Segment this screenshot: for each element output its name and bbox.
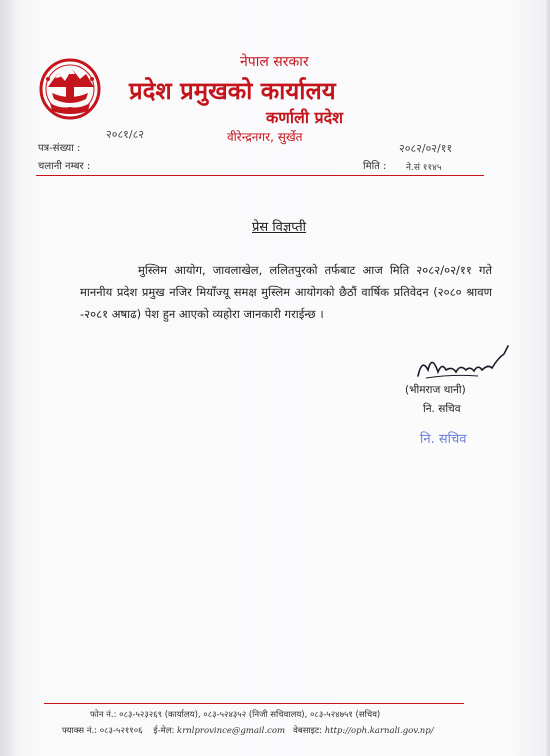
signatory-title: नि. सचिव [423, 403, 461, 415]
letter-date: २०८२/०२/११ [399, 142, 453, 155]
footer-divider [44, 703, 464, 704]
dispatch-number-label: चलानी नम्बर : [38, 161, 91, 172]
footer-phones: फोन नं.: ०८३-५२३२६९ (कार्यालय), ०८३-५२४३५२ (निजी सचिवालय), ०८३-५२४७५१ (सचिव) [90, 710, 381, 720]
date-label: मिति : [363, 161, 387, 172]
scan-shadow-right [544, 0, 550, 756]
government-name: नेपाल सरकार [240, 54, 309, 70]
footer-fax: फ्याक्स नं.: ०८३-५२११०६ [62, 726, 143, 736]
signatory-name: (भीमराज थानी) [405, 384, 466, 396]
notice-title: प्रेस विज्ञप्ती [252, 220, 307, 235]
footer-email: krnlprovince@gmail.com [177, 726, 286, 736]
office-address: वीरेन्द्रनगर, सुर्खेत [227, 130, 303, 144]
footer-website: http://oph.karnali.gov.np/ [324, 726, 434, 736]
office-name: प्रदेश प्रमुखको कार्यालय [129, 77, 336, 105]
designation-stamp: नि. सचिव [420, 432, 467, 447]
province-name: कर्णाली प्रदेश [266, 108, 344, 127]
notice-body [80, 259, 492, 325]
footer-website-label: वेबसाइट: [293, 726, 322, 736]
notice-body-text: मुस्लिम आयोग, जावलाखेल, ललितपुरको तर्फबाट आज मिति २०८२/०२/११ गते माननीय प्रदेश प्रमुख नजिर मियाँज्यू समक्ष मुस्लिम आयोगको छैठौं वार्षिक प्रतिवेदन (२०८० श्रावण -२०८१ अषाढ) पेश हुन आएको व्यहोरा जानकारी गराईन्छ । [80, 263, 492, 321]
nepal-emblem-icon [38, 57, 102, 121]
scan-shadow-left [0, 0, 18, 756]
footer-email-label: ई-मेल: [153, 726, 175, 736]
letter-number-label: पत्र-संख्या : [38, 143, 81, 154]
handwritten-signature [412, 340, 514, 386]
footer-contact [62, 725, 434, 736]
fiscal-year: २०८१/८२ [106, 128, 145, 141]
nepal-sambat-date: ने.सं ११४५ [406, 163, 442, 173]
header-divider [36, 175, 484, 176]
